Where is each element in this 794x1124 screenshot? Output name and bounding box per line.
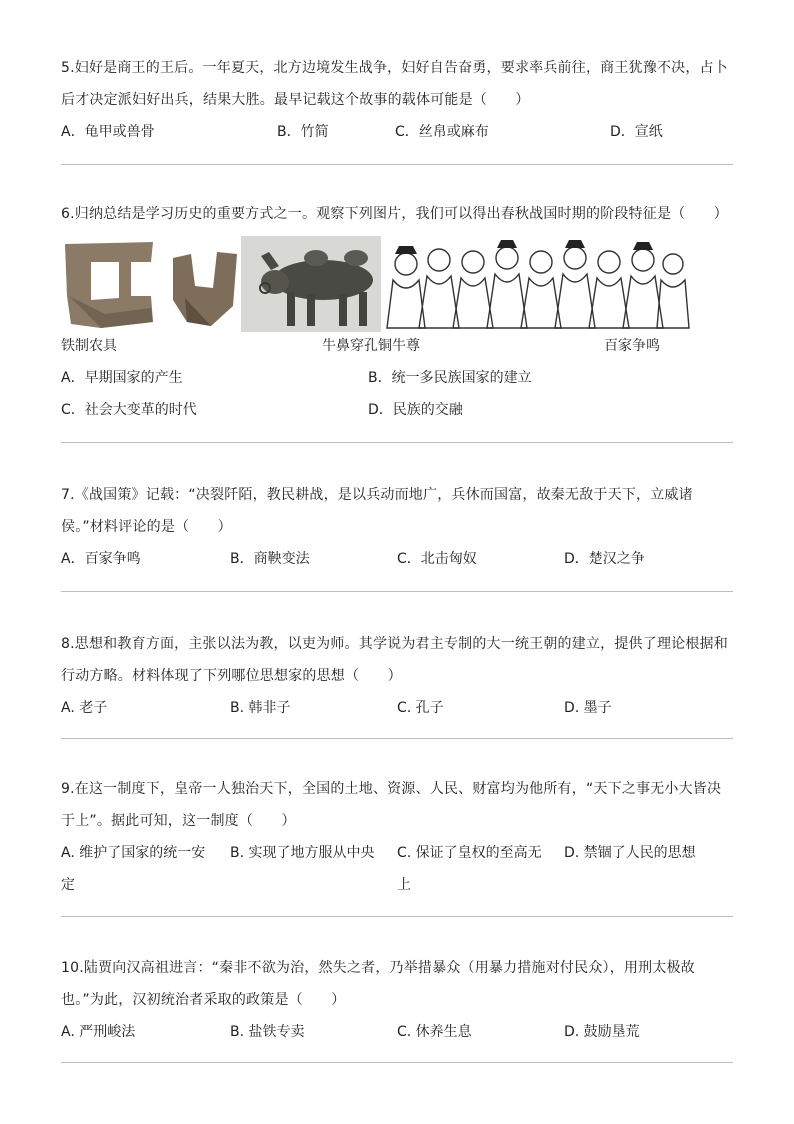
- option-a[interactable]: A．龟甲或兽骨: [61, 124, 155, 140]
- question-stem: 5.妇好是商王的王后。一年夏天，北方边境发生战争，妇好自告奋勇，要求率兵前往，商王犹豫不决，占卜后才决定派妇好出兵，结果大胜。最早记载这个故事的载体可能是（ ）: [61, 60, 728, 108]
- option-a[interactable]: A．百家争鸣: [61, 551, 141, 567]
- caption-bronze-ox: 牛鼻穿孔铜牛尊: [322, 338, 420, 354]
- question-8: [61, 628, 733, 724]
- option-a[interactable]: A. 老子: [61, 700, 108, 716]
- option-b[interactable]: B. 实现了地方服从中央: [230, 845, 375, 861]
- option-a[interactable]: A．早期国家的产生: [61, 370, 183, 386]
- question-9: [61, 773, 733, 901]
- option-d[interactable]: D. 墨子: [564, 700, 612, 716]
- divider: [61, 164, 733, 165]
- question-stem: 7.《战国策》记载：“决裂阡陌，教民耕战，是以兵动而地广，兵休而国富，故秦无敌于天下，立威诸侯。”材料评论的是（ ）: [61, 487, 693, 535]
- divider: [61, 916, 733, 917]
- option-c[interactable]: C. 保证了皇权的至高无上: [397, 845, 542, 893]
- option-b[interactable]: B. 韩非子: [230, 700, 291, 716]
- caption-iron-tools: 铁制农具: [61, 338, 117, 354]
- iron-tool-image-1: [65, 242, 153, 328]
- question-10: [61, 952, 733, 1048]
- history-pictures: [61, 236, 691, 332]
- question-stem: 6.归纳总结是学习历史的重要方式之一。观察下列图片，我们可以得出春秋战国时期的阶段特征是（ ）: [61, 206, 728, 222]
- option-row: [61, 543, 733, 575]
- question-6: [61, 198, 733, 230]
- question-5: [61, 52, 733, 148]
- caption-hundred-schools: 百家争鸣: [604, 338, 660, 354]
- question-stem: 8.思想和教育方面，主张以法为教，以吏为师。其学说为君主专制的大一统王朝的建立，提供了理论根据和行动方略。材料体现了下列哪位思想家的思想（ ）: [61, 636, 728, 684]
- divider: [61, 738, 733, 739]
- option-c[interactable]: C. 孔子: [397, 700, 444, 716]
- option-d[interactable]: D．民族的交融: [368, 402, 463, 418]
- question-stem: 9.在这一制度下，皇帝一人独治天下，全国的土地、资源、人民、财富均为他所有，“天下之事无小大皆决于上”。据此可知，这一制度（ ）: [61, 781, 722, 829]
- option-d[interactable]: D．宣纸: [610, 124, 663, 140]
- hundred-schools-sketch-image: [383, 236, 689, 332]
- question-stem: 10.陆贾向汉高祖进言：“秦非不欲为治，然失之者，乃举措暴众（用暴力措施对付民众），用刑太极故也。”为此，汉初统治者采取的政策是（ ）: [61, 960, 695, 1008]
- option-d[interactable]: D. 禁锢了人民的思想: [564, 845, 696, 861]
- option-row: [61, 1016, 733, 1048]
- option-row: [61, 116, 733, 148]
- option-c[interactable]: C．社会大变革的时代: [61, 402, 197, 418]
- option-c[interactable]: C．丝帛或麻布: [395, 124, 489, 140]
- option-row: [61, 837, 733, 901]
- iron-tool-image-2: [173, 252, 237, 326]
- option-c[interactable]: C. 休养生息: [397, 1024, 472, 1040]
- divider: [61, 1062, 733, 1063]
- option-c[interactable]: C．北击匈奴: [397, 551, 477, 567]
- option-row: [61, 394, 733, 426]
- option-b[interactable]: B. 盐铁专卖: [230, 1024, 305, 1040]
- option-row: [61, 362, 733, 394]
- option-d[interactable]: D. 鼓励垦荒: [564, 1024, 640, 1040]
- option-b[interactable]: B．商鞅变法: [230, 551, 310, 567]
- divider: [61, 591, 733, 592]
- question-6-options: [61, 362, 733, 426]
- option-d[interactable]: D．楚汉之争: [564, 551, 645, 567]
- option-b[interactable]: B．竹简: [277, 124, 329, 140]
- bronze-ox-zun-image: [241, 236, 381, 332]
- option-row: [61, 692, 733, 724]
- option-a[interactable]: A. 严刑峻法: [61, 1024, 136, 1040]
- option-a[interactable]: A. 维护了国家的统一安定: [61, 845, 206, 893]
- divider: [61, 442, 733, 443]
- option-b[interactable]: B．统一多民族国家的建立: [368, 370, 532, 386]
- question-7: [61, 479, 733, 575]
